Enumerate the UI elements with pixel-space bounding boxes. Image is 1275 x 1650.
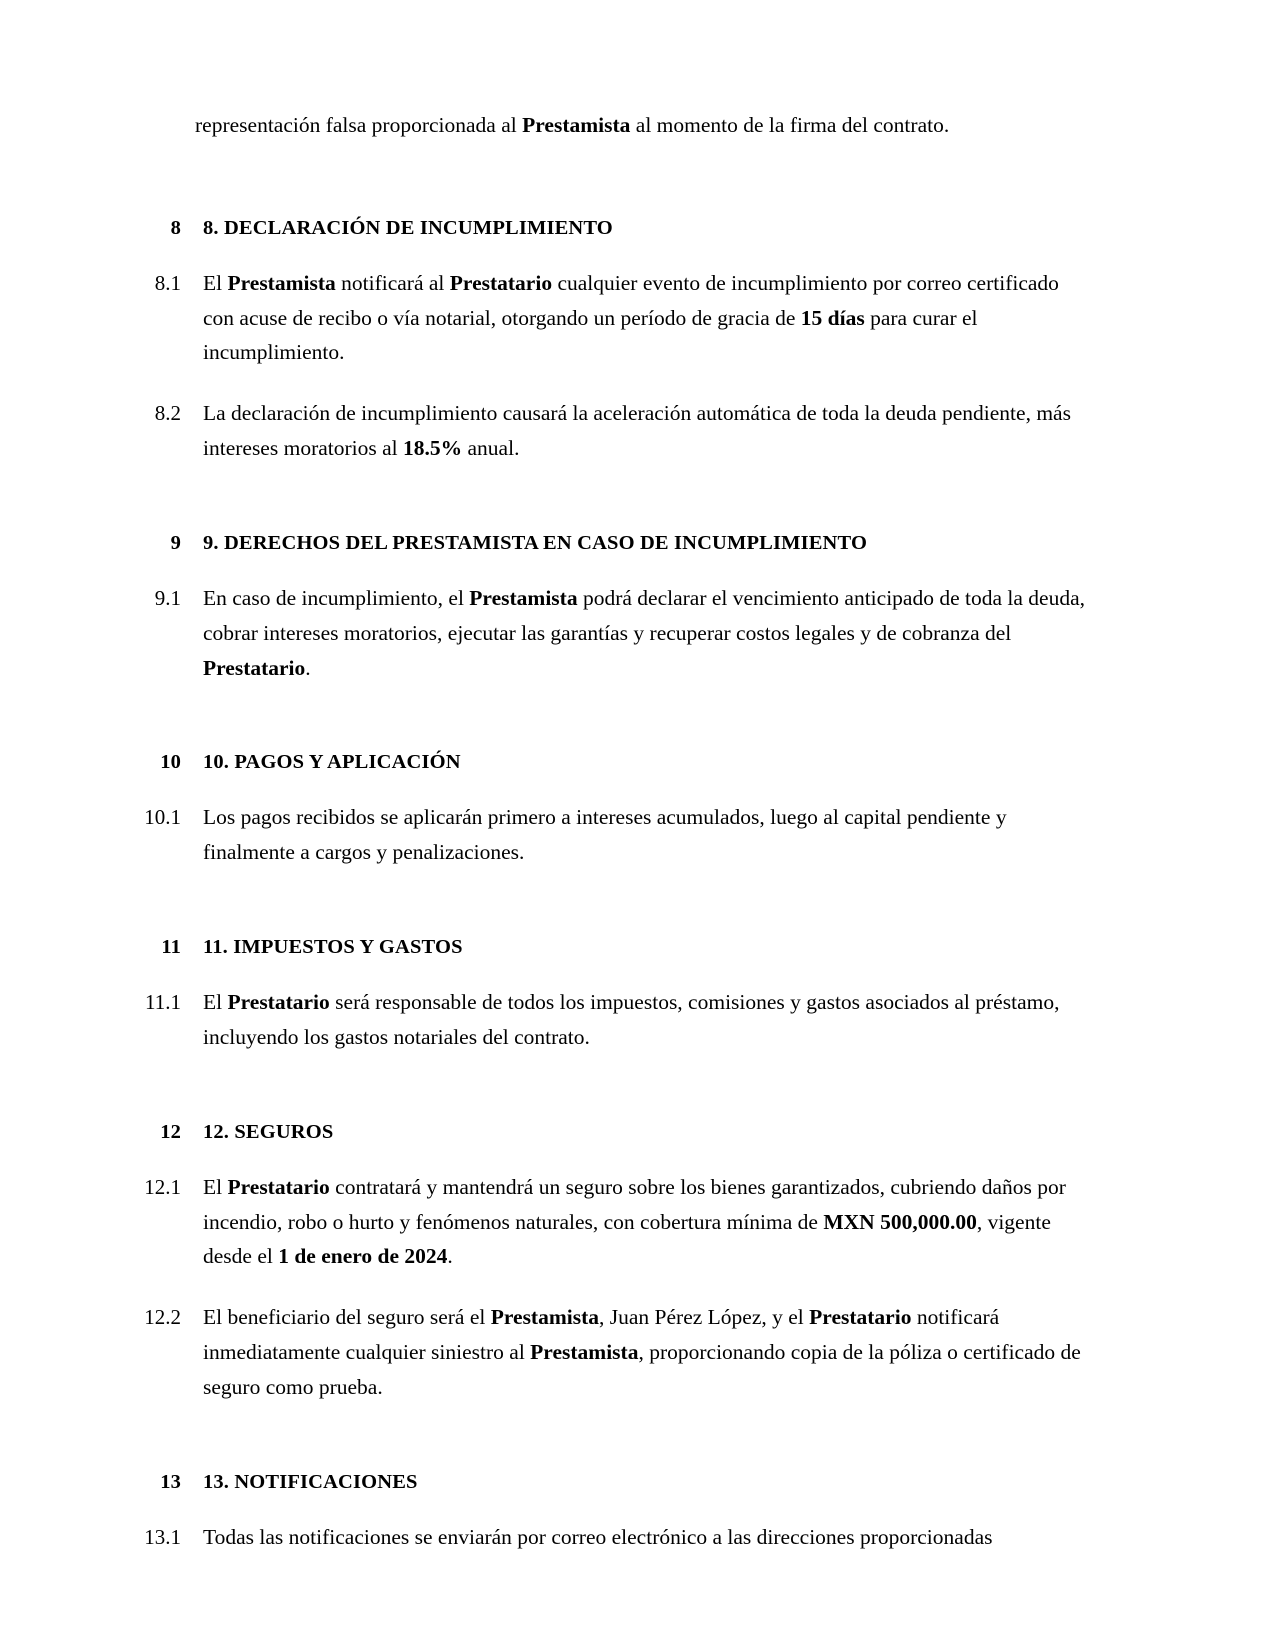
- text-run: para curar el incumplimiento.: [203, 305, 978, 365]
- clause-text: [203, 800, 1085, 870]
- emphasis-term: Prestatario: [227, 1174, 330, 1199]
- clause-row: [133, 985, 1085, 1055]
- section-heading: [133, 751, 1085, 774]
- clause-text: [203, 1300, 1085, 1404]
- section-heading: [133, 936, 1085, 959]
- section-title: 9. DERECHOS DEL PRESTAMISTA EN CASO DE INCUMPLIMIENTO: [203, 531, 868, 554]
- clause-number: 10.1: [144, 805, 181, 830]
- emphasis-term: Prestamista: [522, 113, 631, 137]
- text-run: Todas las notificaciones se enviarán por correo electrónico a las direcciones proporcionadas: [203, 1524, 993, 1549]
- emphasis-term: 18.5%: [403, 436, 463, 461]
- section-number: 11: [161, 936, 181, 959]
- section-title: 12. SEGUROS: [203, 1120, 334, 1143]
- clause-text: [203, 1520, 1085, 1555]
- section-heading: [133, 217, 1085, 240]
- clause-number: 12.2: [144, 1305, 181, 1330]
- text-run: representación falsa proporcionada al: [195, 113, 523, 137]
- clause-number: 8.2: [154, 401, 181, 426]
- section-title: 11. IMPUESTOS Y GASTOS: [203, 936, 463, 959]
- clause-row: [133, 800, 1085, 870]
- section-number: 13: [160, 1470, 181, 1493]
- clause-number: 11.1: [145, 990, 181, 1015]
- clause-text: [203, 581, 1085, 685]
- section-number: 8: [170, 216, 181, 239]
- clause-text: [203, 396, 1085, 466]
- clause-number: 9.1: [154, 585, 181, 610]
- emphasis-term: Prestatario: [809, 1305, 912, 1330]
- clause-row: [133, 1520, 1085, 1555]
- clause-row: [133, 1170, 1085, 1274]
- clause-text: [203, 266, 1085, 370]
- emphasis-term: Prestamista: [227, 270, 336, 295]
- emphasis-term: Prestatario: [227, 990, 330, 1015]
- clause-row: [133, 581, 1085, 685]
- text-run: .: [447, 1244, 453, 1269]
- emphasis-term: Prestamista: [490, 1305, 600, 1330]
- emphasis-term: 1 de enero de 2024: [278, 1244, 448, 1269]
- clause-row: [133, 1300, 1085, 1404]
- clause-row: [133, 266, 1085, 370]
- emphasis-term: Prestamista: [469, 585, 578, 610]
- emphasis-term: Prestatario: [203, 655, 306, 680]
- section-number: 12: [160, 1120, 181, 1143]
- text-run: Los pagos recibidos se aplicarán primero a intereses acumulados, luego al capital pendiente y finalmente a cargos y penalizaciones.: [203, 805, 1007, 865]
- emphasis-term: Prestamista: [530, 1340, 639, 1365]
- clause-number: 13.1: [144, 1524, 181, 1549]
- document-body: [133, 104, 1085, 1555]
- text-run: , Juan Pérez López, y el: [599, 1305, 810, 1330]
- section-number: 9: [170, 531, 181, 554]
- text-run: cualquier evento de incumplimiento por correo certificado con acuse de recibo o vía notarial, otorgando un período de gracia de: [203, 270, 1059, 330]
- text-run: .: [305, 655, 311, 680]
- section-title: 13. NOTIFICACIONES: [203, 1470, 418, 1493]
- section-heading: [133, 532, 1085, 555]
- clause-row: [133, 396, 1085, 466]
- text-run: La declaración de incumplimiento causará la aceleración automática de toda la deuda pendiente, más intereses moratorios al: [203, 401, 1071, 461]
- emphasis-term: MXN 500,000.00: [823, 1209, 977, 1234]
- text-run: El: [203, 1174, 228, 1199]
- clause-number: 8.1: [154, 270, 181, 295]
- text-run: El: [203, 990, 228, 1015]
- section-title: 10. PAGOS Y APLICACIÓN: [203, 751, 461, 774]
- text-run: será responsable de todos los impuestos, comisiones y gastos asociados al préstamo, incluyendo los gastos notariales del contrato.: [203, 990, 1060, 1049]
- text-run: al momento de la firma del contrato.: [630, 113, 950, 137]
- text-run: notificará al: [335, 270, 450, 295]
- emphasis-term: 15 días: [800, 305, 865, 330]
- text-run: El beneficiario del seguro será el: [203, 1305, 491, 1330]
- emphasis-term: Prestatario: [449, 270, 553, 295]
- sections-container: [133, 217, 1085, 1555]
- intro-paragraph: [195, 104, 1085, 143]
- text-run: contratará y mantendrá un seguro sobre los bienes garantizados, cubriendo daños por incendio, robo o hurto y fenómenos naturales, con cobertura mínima de: [203, 1174, 1066, 1234]
- text-run: notificará inmediatamente cualquier siniestro al: [203, 1305, 1000, 1365]
- text-run: El: [203, 270, 228, 295]
- section-heading: [133, 1121, 1085, 1144]
- text-run: anual.: [462, 436, 520, 461]
- section-heading: [133, 1471, 1085, 1494]
- text-run: En caso de incumplimiento, el: [203, 585, 470, 610]
- text-run: , vigente desde el: [203, 1209, 1051, 1269]
- section-title: 8. DECLARACIÓN DE INCUMPLIMIENTO: [203, 216, 613, 239]
- text-run: , proporcionando copia de la póliza o certificado de seguro como prueba.: [203, 1340, 1081, 1399]
- clause-text: [203, 985, 1085, 1055]
- section-number: 10: [160, 751, 181, 774]
- clause-number: 12.1: [144, 1174, 181, 1199]
- text-run: podrá declarar el vencimiento anticipado de toda la deuda, cobrar intereses moratorios, ejecutar las garantías y recuperar costos legales y de cobranza del: [203, 585, 1085, 645]
- clause-text: [203, 1170, 1085, 1274]
